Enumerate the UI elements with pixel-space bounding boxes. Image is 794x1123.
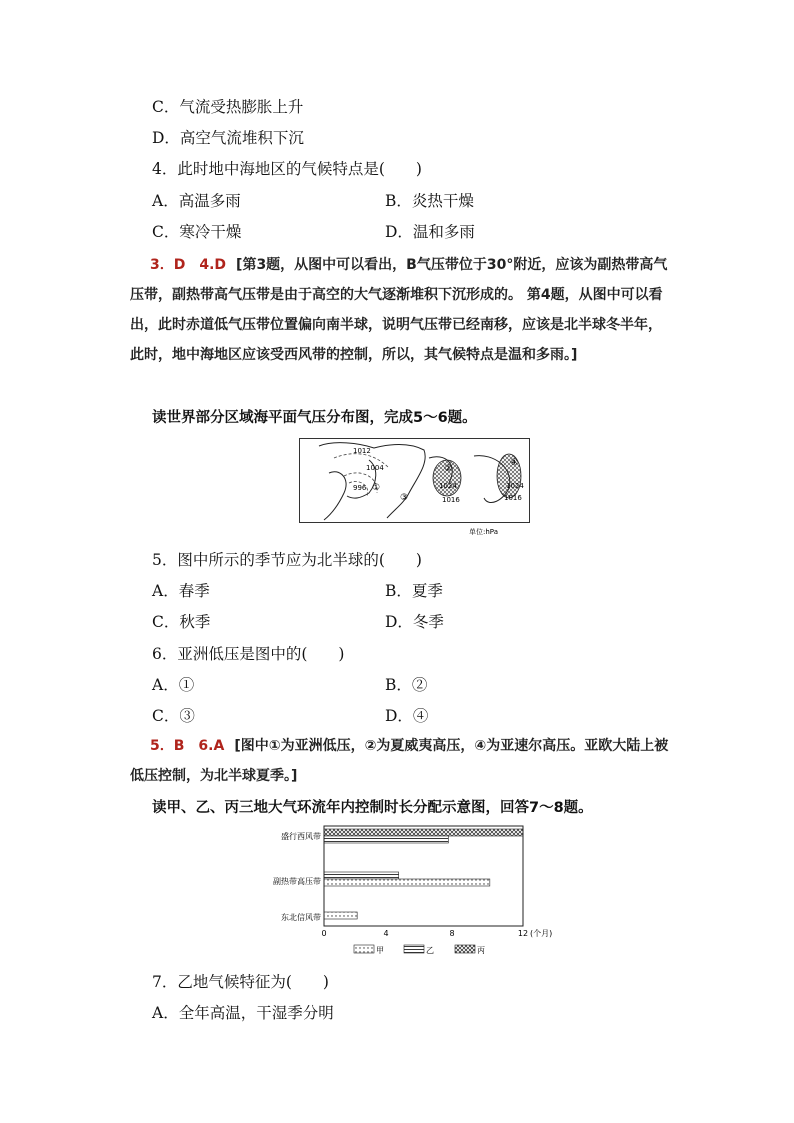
- x-unit-label: (个月): [530, 929, 553, 938]
- legend-swatch-yi: [404, 945, 424, 953]
- answer-3-4-text: [第3题，从图中可以看出，B气压带位于30°附近，应该为副热带高气压带，副热带高气压带是由于高空的大气逐渐堆积下沉形成的。 第4题，从图中可以看出，此时赤道低气压带位置偏向南半球，说明气压带已经南移，应该是北半球冬半年，此时，地中海地区应该受西风带的控制，所以，其气候特点是温和多雨。]: [130, 257, 668, 363]
- q6-option-d: D．④: [385, 707, 429, 725]
- intro-5-6: 读世界部分区域海平面气压分布图，完成5～6题。: [152, 410, 477, 426]
- marker-4: ④: [510, 458, 519, 468]
- q7-stem: 7．乙地气候特征为( ): [152, 973, 329, 991]
- q6-option-c: C．③: [152, 707, 195, 725]
- q4-option-b: B．炎热干燥: [385, 192, 474, 210]
- answer-5-6-key: 5．B 6.A: [150, 738, 225, 754]
- q6-stem: 6．亚洲低压是图中的( ): [152, 645, 345, 663]
- legend-label-jia: 甲: [376, 946, 384, 955]
- q4-stem: 4．此时地中海地区的气候特点是( ): [152, 160, 422, 178]
- bar-subtropical-high-series-0: [324, 879, 490, 886]
- q5-option-a: A．春季: [152, 582, 210, 600]
- q5-option-d: D．冬季: [385, 613, 444, 631]
- answer-3-4-key: 3．D 4.D: [150, 257, 227, 273]
- legend-swatch-jia: [354, 945, 374, 953]
- category-label-subtropical-high: 副热带高压带: [273, 877, 321, 886]
- x-tick-0: 0: [321, 929, 327, 938]
- isobar-1016-a: 1016: [442, 496, 460, 504]
- q3-option-c: C．气流受热膨胀上升: [152, 98, 304, 116]
- isobar-1004: 1004: [366, 464, 384, 472]
- q4-option-c: C．寒冷干燥: [152, 223, 242, 241]
- isobar-996: 996: [353, 484, 367, 492]
- q5-option-c: C．秋季: [152, 613, 211, 631]
- bar-westerlies-series-1: [324, 836, 448, 843]
- x-tick-12: 12: [517, 929, 529, 938]
- bar-group: [324, 829, 523, 919]
- q7-option-a: A．全年高温，干湿季分明: [152, 1004, 334, 1022]
- category-label-westerlies: 盛行西风带: [281, 832, 321, 841]
- marker-1: ①: [372, 483, 381, 493]
- map-unit-label: 单位:hPa: [469, 528, 498, 536]
- marker-2: ②: [444, 464, 453, 474]
- category-label-ne-trades: 东北信风带: [281, 913, 321, 922]
- bar-subtropical-high-series-1: [324, 872, 399, 879]
- isobar-1016-b: 1016: [504, 494, 522, 502]
- legend-swatch-bing: [455, 945, 475, 953]
- isobar-1024-a: 1024: [439, 482, 457, 490]
- x-tick-8: 8: [449, 929, 455, 938]
- legend: [354, 945, 485, 955]
- answer-3-4: [130, 250, 675, 370]
- q4-option-d: D．温和多雨: [385, 223, 475, 241]
- isobar-1012: 1012: [353, 447, 371, 455]
- isobar-1024-b: 1024: [506, 482, 524, 490]
- q5-option-b: B．夏季: [385, 582, 443, 600]
- q3-option-d: D．高空气流堆积下沉: [152, 129, 304, 147]
- bar-ne-trades-series-0: [324, 912, 357, 919]
- x-tick-4: 4: [383, 929, 389, 938]
- intro-7-8: 读甲、乙、丙三地大气环流年内控制时长分配示意图，回答7～8题。: [152, 800, 593, 816]
- pressure-map: [299, 438, 531, 538]
- q4-option-a: A．高温多雨: [152, 192, 241, 210]
- circulation-bar-chart: [262, 822, 572, 958]
- bar-westerlies-series-2: [324, 829, 523, 836]
- answer-5-6: [130, 731, 675, 791]
- q6-option-b: B．②: [385, 676, 428, 694]
- answer-5-6-text: [图中①为亚洲低压，②为夏威夷高压，④为亚速尔高压。亚欧大陆上被低压控制，为北半球夏季。]: [130, 738, 669, 784]
- legend-label-yi: 乙: [426, 946, 434, 955]
- q5-stem: 5．图中所示的季节应为北半球的( ): [152, 551, 422, 569]
- marker-3: ③: [400, 493, 409, 503]
- q6-option-a: A．①: [152, 676, 195, 694]
- legend-label-bing: 丙: [477, 946, 485, 955]
